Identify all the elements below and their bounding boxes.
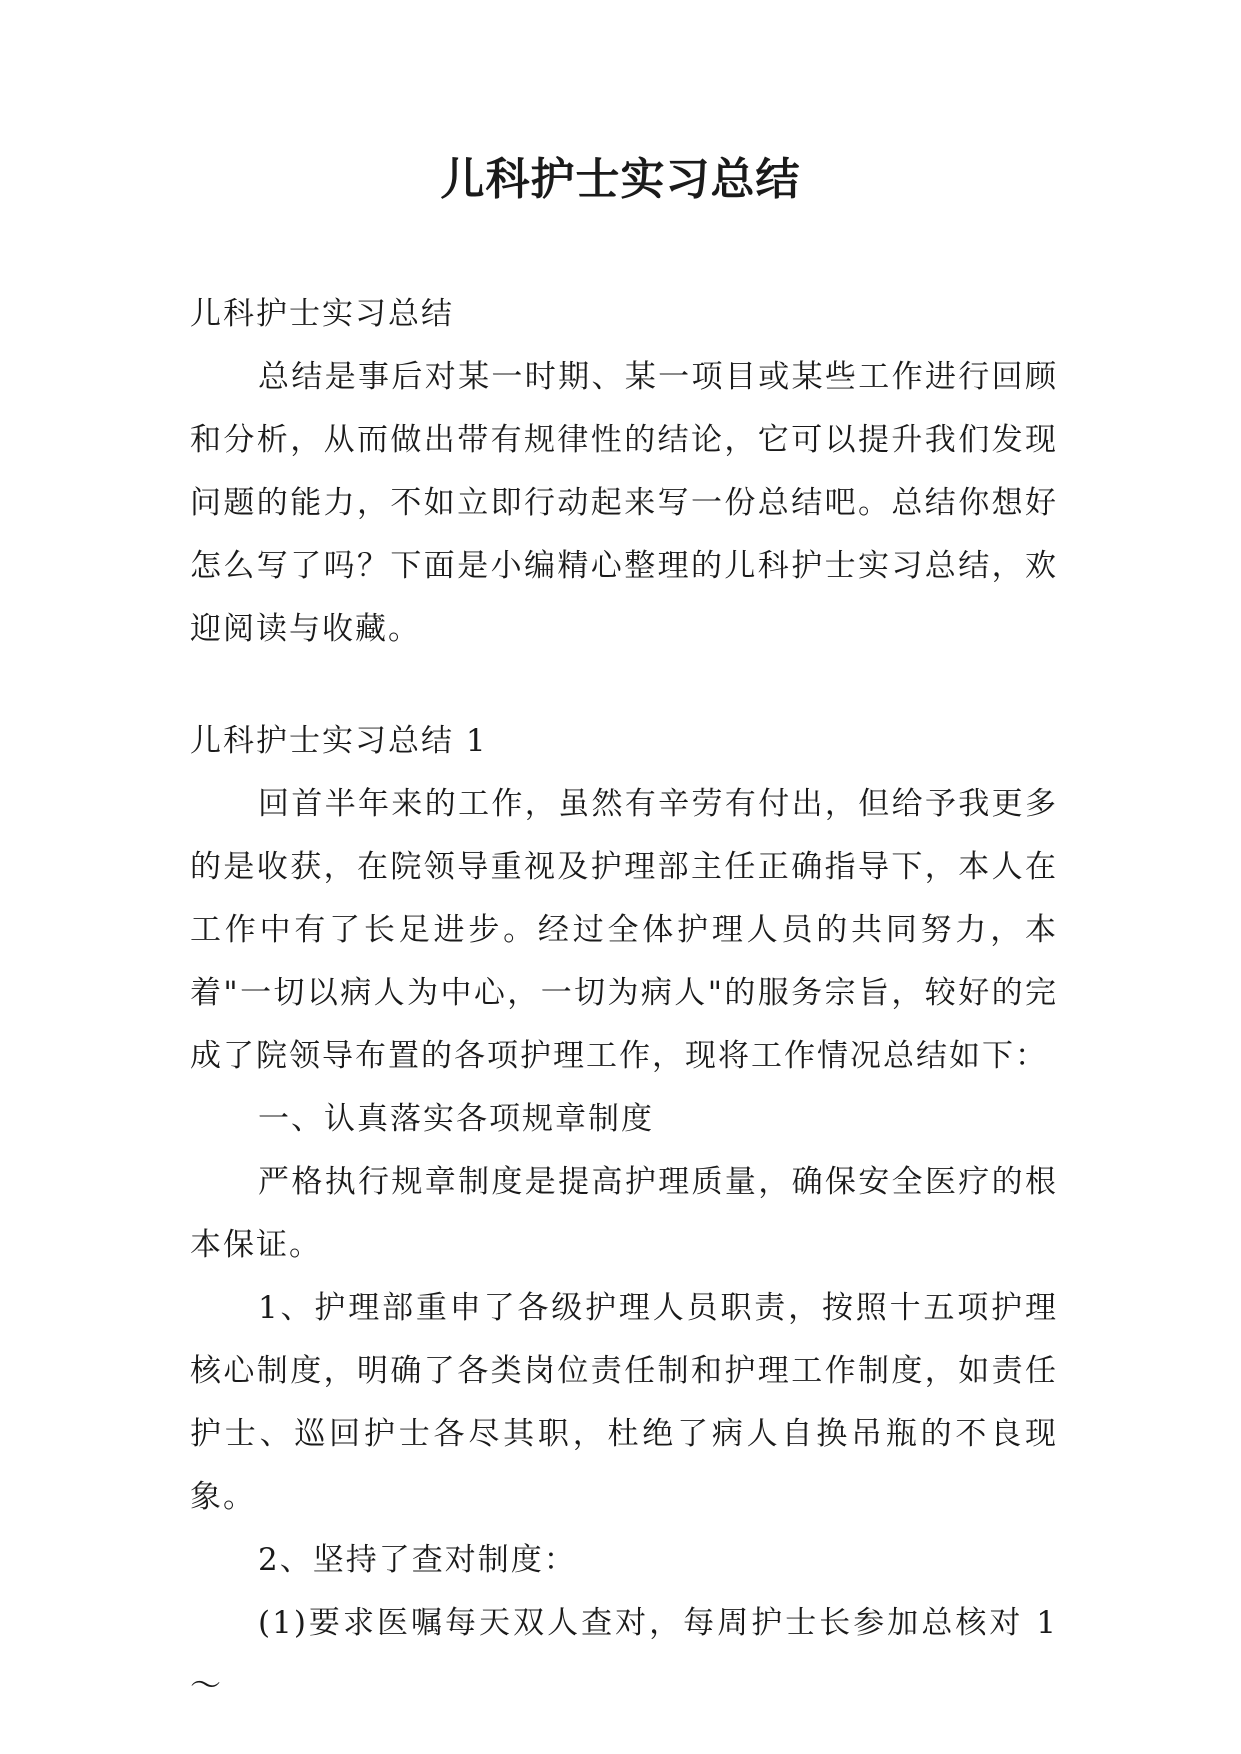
body-paragraph: 1、护理部重申了各级护理人员职责，按照十五项护理核心制度，明确了各类岗位责任制和护理工作制度，如责任护士、巡回护士各尽其职，杜绝了病人自换吊瓶的不良现象。 — [190, 1290, 1058, 1515]
body-paragraph: 严格执行规章制度是提高护理质量，确保安全医疗的根本保证。 — [190, 1164, 1058, 1263]
document-title: 儿科护士实习总结 — [440, 154, 801, 205]
subsection-heading: 一、认真落实各项规章制度 — [258, 1101, 654, 1137]
intro-section — [190, 283, 1058, 661]
body-paragraph: 回首半年来的工作，虽然有辛劳有付出，但给予我更多的是收获，在院领导重视及护理部主任正确指导下，本人在工作中有了长足进步。经过全体护理人员的共同努力，本着"一切以病人为中心，一切为病人"的服务宗旨，较好的完成了院领导布置的各项护理工作，现将工作情况总结如下： — [190, 786, 1058, 1074]
body-paragraph: 2、坚持了查对制度： — [258, 1542, 577, 1578]
section-1 — [190, 710, 1058, 1718]
intro-heading: 儿科护士实习总结 — [190, 296, 454, 332]
intro-paragraph: 总结是事后对某一时期、某一项目或某些工作进行回顾和分析，从而做出带有规律性的结论，它可以提升我们发现问题的能力，不如立即行动起来写一份总结吧。总结你想好怎么写了吗？下面是小编精心整理的儿科护士实习总结，欢迎阅读与收藏。 — [190, 359, 1058, 647]
body-paragraph: (1)要求医嘱每天双人查对，每周护士长参加总核对 1～ — [190, 1605, 1058, 1704]
section-1-heading: 儿科护士实习总结 1 — [190, 723, 488, 759]
